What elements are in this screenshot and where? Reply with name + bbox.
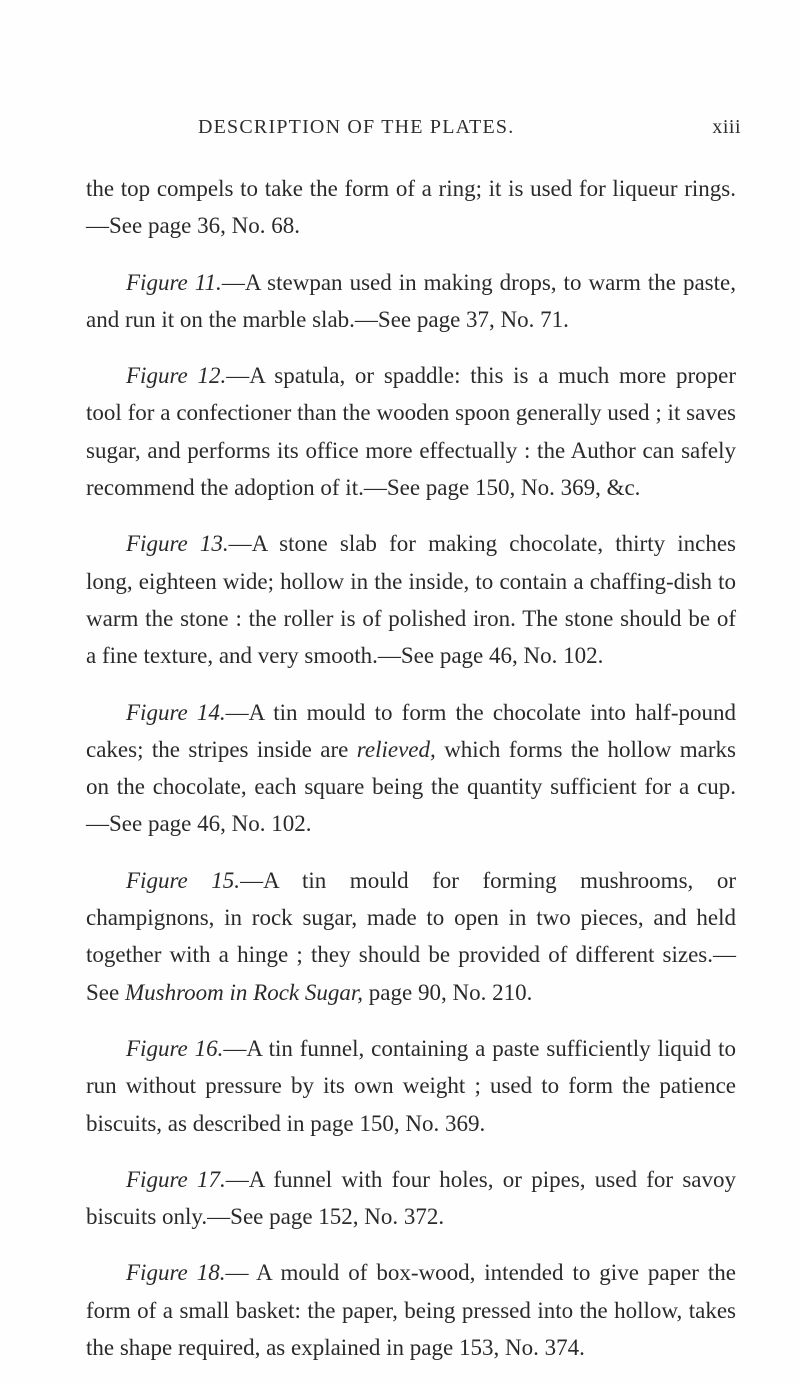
paragraph-text: —A stone slab for making chocolate, thirty inches long, eighteen wide; hollow in the inside, to contain a chaffing-dish to warm the stone : the roller is of polished iron. The stone should be of a fine texture, and very smooth.—See page 46, No. 102.	[86, 531, 737, 669]
paragraph-text: the top compels to take the form of a ring; it is used for liqueur rings.—See page 36, No. 68.	[86, 176, 736, 239]
figure-label: Figure 13.	[126, 531, 229, 557]
running-head	[198, 116, 741, 146]
page-number: xiii	[712, 116, 741, 138]
paragraph-text: —A tin funnel, containing a paste sufficiently liquid to run without pressure by its own weight ; used to form the patience biscuits, as described in page 150, No. 369.	[86, 1035, 737, 1136]
running-head-title: DESCRIPTION OF THE PLATES.	[198, 116, 515, 138]
paragraph-text: —A stewpan used in making drops, to warm the paste, and run it on the marble slab.—See page 37, No. 71.	[86, 269, 736, 332]
paragraph-figure-12	[86, 357, 736, 506]
paragraph-text: —A funnel with four holes, or pipes, used for savoy biscuits only.—See page 152, No. 372.	[86, 1166, 737, 1230]
paragraph-text: —A tin mould for forming mushrooms, or champignons, in rock sugar, made to open in two pieces, and held together with a hinge ; they should be provided of different sizes.—See	[86, 867, 736, 1005]
paragraph-continuation	[86, 170, 736, 245]
italic-term: Mushroom in Rock Sugar,	[124, 979, 364, 1005]
figure-label: Figure 17.	[126, 1166, 226, 1192]
figure-label: Figure 11.	[126, 269, 222, 295]
italic-term: relieved,	[356, 736, 436, 762]
paragraph-text: —A spatula, or spaddle: this is a much more proper tool for a confectioner than the wooden spoon generally used ; it saves sugar, and performs its office more effectually : the Author can safely recommend the adoption of it.—See page 150, No. 369, &c.	[86, 363, 736, 501]
figure-label: Figure 18.	[126, 1260, 226, 1286]
figure-label: Figure 12.	[126, 363, 227, 389]
figure-label: Figure 15.	[126, 867, 241, 893]
paragraph-text: page 90, No. 210.	[363, 979, 533, 1005]
figure-label: Figure 14.	[126, 699, 226, 725]
figure-label: Figure 16.	[126, 1035, 224, 1061]
paragraph-figure-14	[86, 694, 736, 843]
paragraph-figure-16	[86, 1030, 736, 1142]
paragraph-text: which forms the hollow marks on the chocolate, each square being the quantity sufficient for a cup.—See page 46, No. 102.	[86, 736, 736, 837]
paragraph-figure-17	[86, 1161, 736, 1236]
paragraph-text: —A tin mould to form the chocolate into half-pound cakes; the stripes inside are	[86, 699, 736, 762]
paragraph-figure-18	[86, 1254, 736, 1366]
paragraph-figure-13	[86, 525, 736, 674]
paragraph-figure-15	[86, 862, 736, 1011]
paragraph-text: — A mould of box-wood, intended to give paper the form of a small basket: the paper, being pressed into the hollow, takes the shape required, as explained in page 153, No. 374.	[86, 1260, 736, 1361]
body-text	[86, 170, 736, 1385]
paragraph-figure-11	[86, 264, 736, 339]
